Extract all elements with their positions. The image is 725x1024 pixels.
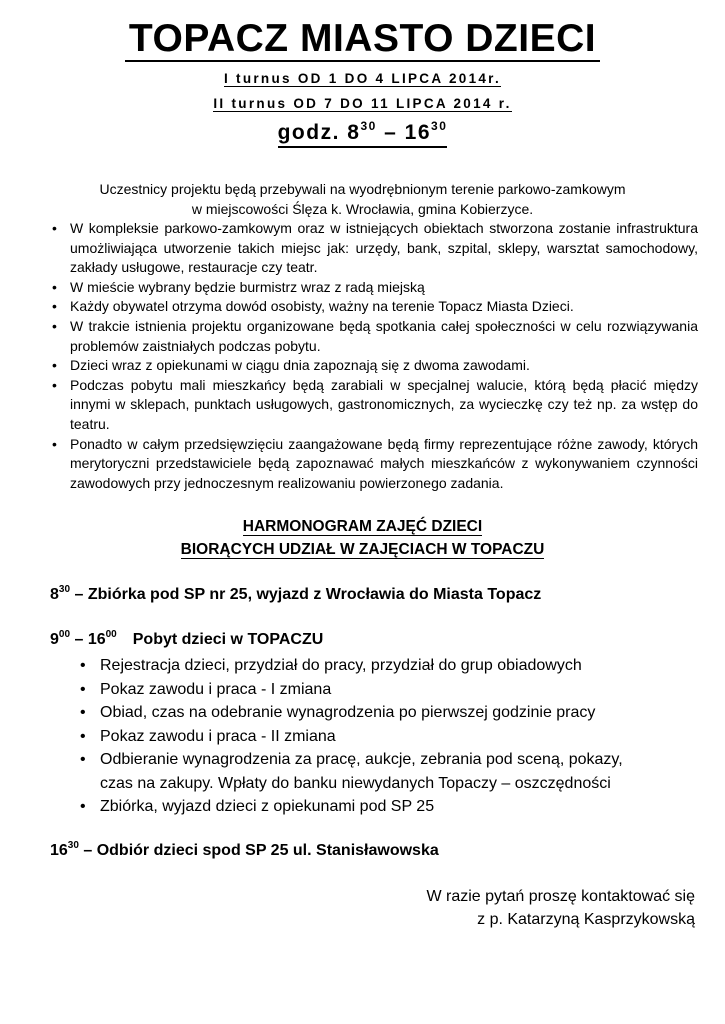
bullet-icon: •: [80, 798, 86, 815]
hours-prefix: godz. 8: [277, 121, 361, 144]
list-item: [52, 317, 698, 356]
stay-list: [80, 654, 650, 819]
hours-text: [278, 120, 448, 148]
schedule-heading-1: [0, 516, 725, 537]
hours-start-minutes: 30: [360, 119, 377, 133]
schedule-stay: [50, 629, 323, 651]
list-item: [52, 356, 698, 376]
list-item-text: Ponadto w całym przedsięwzięciu zaangażowane będą firmy reprezentujące różne zawody, których merytoryczni przedstawiciele będą zapoznawać małych mieszkańców z wykonywaniem czynności zawodowych przy jednoczesnym realizowaniu powierzonego zadania.: [70, 435, 698, 491]
stay-start-hour: 9: [50, 631, 59, 648]
bullet-icon: •: [52, 278, 57, 295]
second-turn-text: II turnus OD 7 DO 11 LIPCA 2014 r.: [213, 96, 512, 111]
list-item: [80, 725, 650, 749]
bullet-icon: •: [80, 680, 86, 698]
list-item-text: Pokaz zawodu i praca - II zmiana: [100, 727, 336, 745]
list-item: [52, 435, 698, 494]
stay-start-minutes: 00: [58, 629, 71, 640]
gathering-hour: 8: [50, 586, 59, 603]
schedule-heading-1-text: HARMONOGRAM ZAJĘĆ DZIECI: [242, 518, 483, 535]
schedule-heading-2: [0, 539, 725, 560]
bullet-icon: •: [80, 657, 86, 674]
intro-line-2: w miejscowości Ślęza k. Wrocławia, gmina Kobierzyce.: [191, 201, 534, 217]
bullet-icon: •: [80, 751, 86, 768]
list-item-text: Rejestracja dzieci, przydział do pracy, przydział do grup obiadowych: [100, 657, 582, 674]
pickup-hour: 16: [50, 842, 68, 859]
list-item: [80, 748, 650, 795]
list-item: [80, 654, 650, 678]
list-item-text: Zbiórka, wyjazd dzieci z opiekunami pod SP 25: [100, 798, 435, 815]
list-item-text: Odbieranie wynagrodzenia za pracę, aukcje, zebrania pod sceną, pokazy, czas na zakupy. Wpłaty do banku niewydanych Topaczy – oszczędności: [100, 751, 623, 792]
bullet-icon: •: [52, 357, 57, 374]
intro-line-1: Uczestnicy projektu będą przebywali na wyodrębnionym terenie parkowo-zamkowym: [99, 181, 626, 197]
hours-line: [0, 118, 725, 148]
schedule-heading-2-text: BIORĄCYCH UDZIAŁ W ZAJĘCIACH W TOPACZU: [180, 541, 545, 558]
pickup-minutes: 30: [67, 840, 79, 851]
list-item: [52, 297, 698, 317]
second-turn: [0, 95, 725, 112]
list-item: [80, 678, 650, 702]
list-item-text: Obiad, czas na odebranie wynagrodzenia po pierwszej godzinie pracy: [100, 704, 596, 721]
stay-end-hour: – 16: [70, 631, 106, 648]
list-item-text: Podczas pobytu mali mieszkańcy będą zarabiali w specjalnej walucie, którą będą płacić między innymi w sklepach, punktach usługowych, gastronomicznych, za wycieczkę czy też np. za wstęp do teatru.: [70, 376, 698, 432]
hours-end-minutes: 30: [431, 119, 448, 133]
first-turn-text: I turnus OD 1 DO 4 LIPCA 2014r.: [223, 71, 502, 86]
bullet-icon: •: [80, 704, 86, 721]
contact-info: [426, 885, 695, 931]
list-item: [80, 795, 650, 819]
first-turn: [0, 70, 725, 87]
gathering-text: – Zbiórka pod SP nr 25, wyjazd z Wrocławia do Miasta Topacz: [70, 586, 542, 603]
info-list: [52, 219, 698, 493]
bullet-icon: •: [52, 435, 57, 452]
list-item-text: W kompleksie parkowo-zamkowym oraz w istniejących obiektach stworzona zostanie infrastruktura umożliwiająca utworzenie takich miejsc jak: urzędy, bank, szpital, sklepy, warsztat samochodowy, zakłady usługowe, restauracje czy teatr.: [70, 220, 698, 276]
bullet-icon: •: [52, 376, 57, 393]
pickup-text: – Odbiór dzieci spod SP 25 ul. Stanisławowska: [78, 842, 439, 859]
list-item-text: W trakcie istnienia projektu organizowane będą spotkania całej społeczności w celu rozwiązywania problemów zaistniałych podczas pobytu.: [70, 317, 698, 354]
bullet-icon: •: [52, 220, 57, 236]
list-item: [52, 376, 698, 435]
contact-line-2: z p. Katarzyną Kasprzykowską: [477, 911, 695, 928]
hours-end: – 16: [376, 121, 432, 144]
list-item: [52, 219, 698, 278]
bullet-icon: •: [52, 317, 57, 334]
gathering-minutes: 30: [58, 584, 71, 595]
intro-paragraph: [40, 179, 685, 219]
page-title: [0, 16, 725, 62]
stay-end-minutes: 00: [105, 629, 117, 640]
list-item: [52, 278, 698, 298]
title-text: TOPACZ MIASTO DZIECI: [125, 17, 600, 62]
list-item-text: Dzieci wraz z opiekunami w ciągu dnia zapoznają się z dwoma zawodami.: [70, 357, 530, 374]
bullet-icon: •: [80, 727, 86, 745]
list-item: [80, 701, 650, 725]
list-item-text: Każdy obywatel otrzyma dowód osobisty, ważny na terenie Topacz Miasta Dzieci.: [70, 298, 574, 315]
schedule-gathering: [50, 584, 541, 606]
bullet-icon: •: [52, 298, 57, 315]
schedule-pickup: [50, 840, 439, 862]
stay-text: Pobyt dzieci w TOPACZU: [132, 631, 324, 648]
list-item-text: Pokaz zawodu i praca - I zmiana: [100, 680, 332, 698]
list-item-text: W mieście wybrany będzie burmistrz wraz z radą miejską: [70, 278, 425, 295]
contact-line-1: W razie pytań proszę kontaktować się: [426, 888, 695, 905]
